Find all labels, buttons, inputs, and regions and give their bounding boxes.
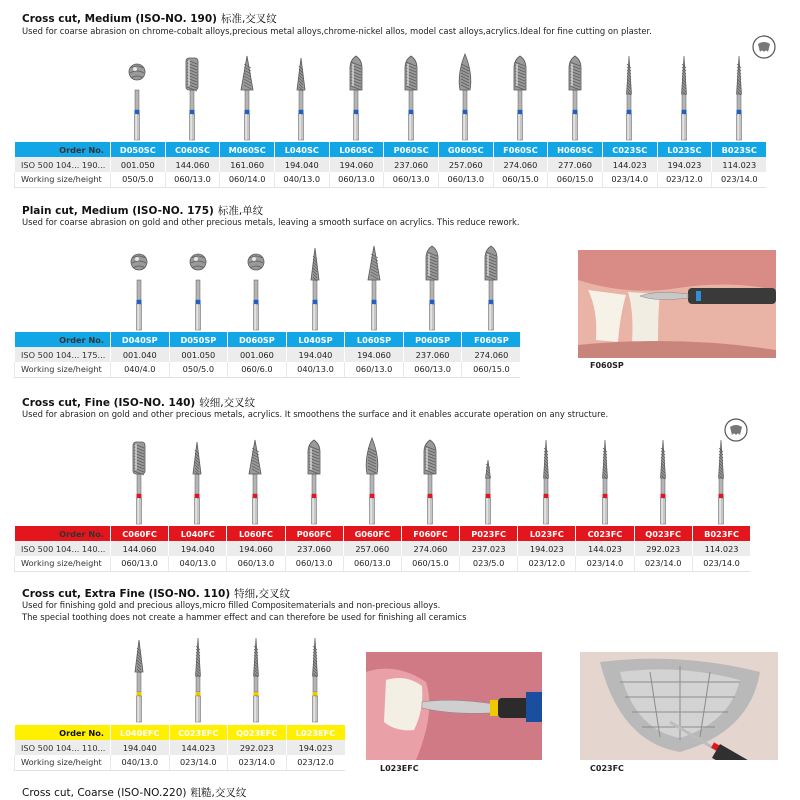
size-ring [486, 494, 491, 498]
order-number-cell: F060SP [462, 332, 521, 347]
table-cell: 023/12.0 [286, 755, 345, 770]
size-ring [313, 300, 318, 304]
table-cell: 060/13.0 [285, 556, 343, 571]
size-ring [544, 494, 549, 498]
table-cell: 194.023 [657, 157, 712, 172]
table-cell: 001.050 [169, 347, 228, 362]
row-label: ISO 500 104... 110... [15, 740, 111, 755]
size-ring [244, 110, 249, 114]
order-number-cell: D040SP [111, 332, 170, 347]
photo-crown-illustration [366, 652, 542, 760]
bur-needle-icon [305, 632, 325, 724]
section-desc-plain-cut-medium: Used for coarse abrasion on gold and other precious metals, leaving a smooth surface on acrylics. This reduce rework. [22, 217, 520, 227]
row-label: Working size/height [15, 755, 111, 770]
table-cell: 237.023 [460, 541, 518, 556]
table-cell: 237.060 [403, 347, 462, 362]
table-row-iso [15, 347, 521, 362]
bur-needle-icon [711, 434, 731, 526]
table-cell: 161.060 [220, 157, 275, 172]
bur-pointcyl-icon [346, 50, 366, 142]
table-cell: 040/13.0 [111, 755, 170, 770]
table-cell: 060/13.0 [165, 172, 220, 187]
bur-cyl-icon [129, 434, 149, 526]
bur-pointcyl-icon [420, 434, 440, 526]
size-ring [137, 494, 142, 498]
bur-slimcone-icon [129, 632, 149, 724]
bur-ball-icon [246, 240, 266, 332]
order-number-cell: L023FC [518, 526, 576, 541]
size-ring [311, 494, 316, 498]
table-cell: 144.023 [576, 541, 634, 556]
bur-cone-icon [364, 240, 384, 332]
size-ring [463, 110, 468, 114]
size-ring [682, 110, 687, 114]
bur-pointcyl-icon [481, 240, 501, 332]
size-ring [195, 300, 200, 304]
table-cell: 023/14.0 [169, 755, 228, 770]
bur-ball-icon [129, 240, 149, 332]
table-cell: 060/13.0 [111, 556, 169, 571]
size-ring [137, 692, 142, 696]
photo-ring [696, 291, 701, 301]
size-ring [254, 692, 259, 696]
bur-cone-icon [237, 50, 257, 142]
bur-pointcyl-icon [510, 50, 530, 142]
table-cell: 023/5.0 [460, 556, 518, 571]
bur-needle-icon [188, 632, 208, 724]
size-ring [428, 494, 433, 498]
size-ring [408, 110, 413, 114]
table-cell: 023/14.0 [712, 172, 767, 187]
table-cell: 040/4.0 [111, 362, 170, 377]
spec-table-cross-cut-fine [14, 526, 750, 572]
size-ring [572, 110, 577, 114]
size-ring [299, 110, 304, 114]
table-cell: 060/15.0 [401, 556, 459, 571]
table-cell: 114.023 [712, 157, 767, 172]
table-cell: 023/14.0 [576, 556, 634, 571]
table-cell: 274.060 [401, 541, 459, 556]
section-title-cross-cut-fine: Cross cut, Fine (ISO-NO. 140) 较细,交叉纹 [22, 397, 256, 409]
photo-caption-l023efc: L023EFC [380, 764, 419, 773]
section-desc-extra-fine-1: Used for finishing gold and precious alloys,micro filled Compositematerials and non-precious alloys. [22, 600, 441, 610]
table-cell: 023/14.0 [634, 556, 692, 571]
table-cell: 194.023 [286, 740, 345, 755]
table-row-working-size [15, 362, 521, 377]
order-number-cell: L060FC [227, 526, 285, 541]
table-cell: 060/13.0 [403, 362, 462, 377]
order-number-cell: C023EFC [169, 725, 228, 740]
order-number-cell: L040EFC [111, 725, 170, 740]
order-number-cell: L040SC [274, 142, 329, 157]
photo-dental-model-illustration [578, 250, 776, 358]
table-row-iso [15, 157, 767, 172]
row-label: ISO 500 104... 190... [15, 157, 111, 172]
bur-illustrations-cross-cut-fine [0, 430, 800, 526]
table-cell: 144.023 [169, 740, 228, 755]
order-number-cell: L060SC [329, 142, 384, 157]
table-cell: 292.023 [228, 740, 287, 755]
order-number-cell: C060SC [165, 142, 220, 157]
photo-caption-c023fc: C023FC [590, 764, 624, 773]
photo-ring [490, 700, 498, 716]
size-ring [371, 300, 376, 304]
section-title-cross-cut-extra-fine: Cross cut, Extra Fine (ISO-NO. 110) 特细,交叉纹 [22, 588, 290, 600]
table-cell: 060/13.0 [329, 172, 384, 187]
bur-illustrations-cross-cut-medium [0, 46, 800, 142]
table-cell: 001.040 [111, 347, 170, 362]
bur-ball-icon [127, 50, 147, 142]
bur-flame-icon [362, 434, 382, 526]
table-cell: 194.040 [111, 740, 170, 755]
table-cell: 114.023 [692, 541, 750, 556]
bur-needle-icon [729, 50, 749, 142]
bur-pointcyl-icon [422, 240, 442, 332]
order-number-cell: G060FC [343, 526, 401, 541]
table-row-working-size [15, 172, 767, 187]
table-cell: 060/13.0 [227, 556, 285, 571]
table-row-iso [15, 740, 345, 755]
order-number-cell: F060SC [493, 142, 548, 157]
table-cell: 257.060 [438, 157, 493, 172]
order-number-cell: Q023EFC [228, 725, 287, 740]
table-cell: 060/14.0 [220, 172, 275, 187]
table-cell: 277.060 [548, 157, 603, 172]
table-cell: 060/13.0 [438, 172, 493, 187]
section-desc-cross-cut-medium: Used for coarse abrasion on chrome-cobalt alloys,precious metal alloys,chrome-nickel allos, model cast alloys,acrylics.Ideal for fine cutting on plaster. [22, 26, 652, 36]
table-header-row [15, 142, 767, 157]
row-label: ISO 500 104... 175... [15, 347, 111, 362]
table-header-row [15, 332, 521, 347]
section-desc-cross-cut-fine: Used for abrasion on gold and other precious metals, acrylics. It smoothens the surface and it enables accurate operation on any structure. [22, 409, 609, 419]
table-cell: 144.023 [602, 157, 657, 172]
table-row-working-size [15, 755, 345, 770]
table-cell: 023/12.0 [518, 556, 576, 571]
order-number-cell: D050SC [111, 142, 166, 157]
table-cell: 060/13.0 [343, 556, 401, 571]
size-ring [369, 494, 374, 498]
row-label: Order No. [15, 526, 111, 541]
table-cell: 144.060 [165, 157, 220, 172]
table-cell: 194.023 [518, 541, 576, 556]
table-cell: 001.060 [228, 347, 287, 362]
photo-bur-on-framework [580, 652, 778, 760]
table-cell: 050/5.0 [111, 172, 166, 187]
order-number-cell: P060SC [384, 142, 439, 157]
table-cell: 060/6.0 [228, 362, 287, 377]
size-ring [354, 110, 359, 114]
spec-table-cross-cut-medium [14, 142, 766, 188]
bur-needle-icon [619, 50, 639, 142]
table-header-row [15, 725, 345, 740]
table-cell: 001.050 [111, 157, 166, 172]
bur-pointcyl-icon [304, 434, 324, 526]
bur-needle-icon [536, 434, 556, 526]
bur-cone-icon [245, 434, 265, 526]
spec-table-cross-cut-extra-fine [14, 725, 345, 771]
order-number-cell: P060FC [285, 526, 343, 541]
table-cell: 023/14.0 [692, 556, 750, 571]
table-cell: 040/13.0 [274, 172, 329, 187]
table-row-working-size [15, 556, 751, 571]
table-cell: 257.060 [343, 541, 401, 556]
size-ring [190, 110, 195, 114]
row-label: Working size/height [15, 172, 111, 187]
size-ring [430, 300, 435, 304]
order-number-cell: C023SC [602, 142, 657, 157]
table-row-iso [15, 541, 751, 556]
bur-illustrations-plain-cut-medium [0, 236, 560, 332]
table-cell: 023/14.0 [228, 755, 287, 770]
table-cell: 060/15.0 [548, 172, 603, 187]
table-cell: 292.023 [634, 541, 692, 556]
size-ring [195, 494, 200, 498]
table-cell: 194.040 [274, 157, 329, 172]
table-cell: 060/13.0 [384, 172, 439, 187]
table-cell: 050/5.0 [169, 362, 228, 377]
section-desc-extra-fine-2: The special toothing does not create a hammer effect and can therefore be used for finishing all ceramics [22, 612, 467, 622]
table-cell: 060/15.0 [462, 362, 521, 377]
row-label: Working size/height [15, 362, 111, 377]
section-title-cross-cut-medium: Cross cut, Medium (ISO-NO. 190) 标准,交叉纹 [22, 13, 277, 25]
size-ring [627, 110, 632, 114]
order-number-cell: L040SP [286, 332, 345, 347]
row-label: Order No. [15, 332, 111, 347]
order-number-cell: M060SC [220, 142, 275, 157]
table-cell: 274.060 [493, 157, 548, 172]
size-ring [488, 300, 493, 304]
row-label: Order No. [15, 725, 111, 740]
size-ring [195, 692, 200, 696]
table-cell: 194.040 [169, 541, 227, 556]
table-cell: 194.060 [329, 157, 384, 172]
order-number-cell: L023SC [657, 142, 712, 157]
table-cell: 194.060 [345, 347, 404, 362]
bur-ball-icon [188, 240, 208, 332]
size-ring [718, 494, 723, 498]
bur-needle-icon [653, 434, 673, 526]
size-ring [736, 110, 741, 114]
bur-needle-icon [246, 632, 266, 724]
bur-cyl-icon [182, 50, 202, 142]
table-cell: 144.060 [111, 541, 169, 556]
section-title-plain-cut-medium: Plain cut, Medium (ISO-NO. 175) 标准,单纹 [22, 205, 264, 217]
table-cell: 194.040 [286, 347, 345, 362]
order-number-cell: D050SP [169, 332, 228, 347]
photo-bur-on-teeth [578, 250, 776, 358]
table-cell: 237.060 [285, 541, 343, 556]
row-label: Working size/height [15, 556, 111, 571]
order-number-cell: B023SC [712, 142, 767, 157]
order-number-cell: P023FC [460, 526, 518, 541]
bur-smallneedle-icon [478, 434, 498, 526]
table-cell: 023/14.0 [602, 172, 657, 187]
size-ring [602, 494, 607, 498]
bur-slimcone-icon [291, 50, 311, 142]
size-ring [253, 494, 258, 498]
bur-pointcyl-icon [401, 50, 421, 142]
size-ring [518, 110, 523, 114]
table-cell: 040/13.0 [286, 362, 345, 377]
spec-table-plain-cut-medium [14, 332, 520, 378]
bur-needle-icon [674, 50, 694, 142]
bur-needle-icon [595, 434, 615, 526]
photo-framework-illustration [580, 652, 778, 760]
bur-illustrations-cross-cut-extra-fine [0, 628, 360, 724]
size-ring [254, 300, 259, 304]
order-number-cell: C023FC [576, 526, 634, 541]
row-label: ISO 500 104... 140... [15, 541, 111, 556]
bur-slimcone-icon [305, 240, 325, 332]
order-number-cell: L060SP [345, 332, 404, 347]
photo-bur-on-crown [366, 652, 542, 760]
order-number-cell: G060SC [438, 142, 493, 157]
size-ring [137, 300, 142, 304]
order-number-cell: D060SP [228, 332, 287, 347]
table-cell: 040/13.0 [169, 556, 227, 571]
row-label: Order No. [15, 142, 111, 157]
bur-slimcone-icon [187, 434, 207, 526]
table-cell: 194.060 [227, 541, 285, 556]
photo-caption-f060sp: F060SP [590, 361, 624, 370]
table-cell: 274.060 [462, 347, 521, 362]
size-ring [312, 692, 317, 696]
table-cell: 023/12.0 [657, 172, 712, 187]
bur-pointcyl-icon [565, 50, 585, 142]
table-cell: 060/15.0 [493, 172, 548, 187]
size-ring [660, 494, 665, 498]
order-number-cell: Q023FC [634, 526, 692, 541]
order-number-cell: P060SP [403, 332, 462, 347]
section-title-cross-cut-coarse: Cross cut, Coarse (ISO-NO.220) 粗糙,交叉纹 [22, 787, 247, 799]
order-number-cell: B023FC [692, 526, 750, 541]
order-number-cell: F060FC [401, 526, 459, 541]
table-header-row [15, 526, 751, 541]
bur-flame-icon [455, 50, 475, 142]
order-number-cell: L040FC [169, 526, 227, 541]
size-ring [135, 110, 140, 114]
table-cell: 237.060 [384, 157, 439, 172]
order-number-cell: C060FC [111, 526, 169, 541]
order-number-cell: L023EFC [286, 725, 345, 740]
table-cell: 060/13.0 [345, 362, 404, 377]
order-number-cell: H060SC [548, 142, 603, 157]
